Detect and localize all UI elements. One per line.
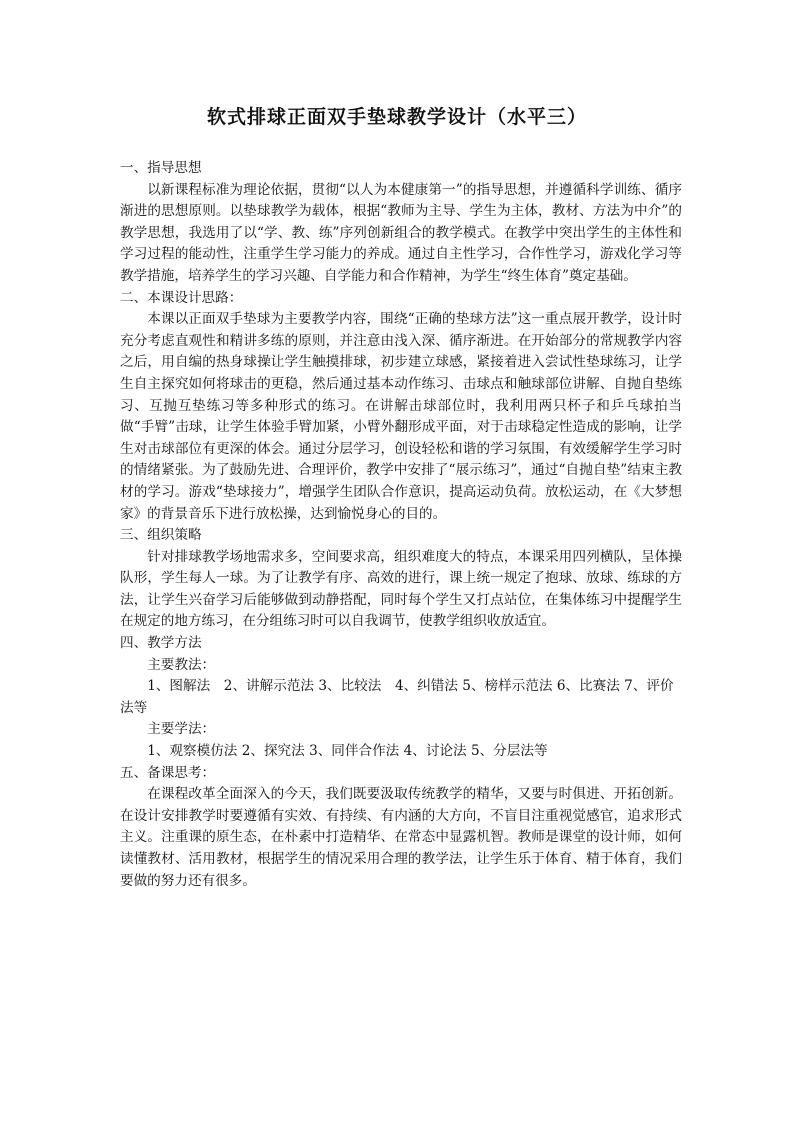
section-heading: 一、指导思想 (120, 160, 202, 176)
section-design-idea (120, 288, 682, 526)
section-heading: 二、本课设计思路： (120, 289, 243, 306)
section-heading: 三、组织策略 (120, 527, 202, 544)
section-guiding-ideology (120, 158, 682, 288)
teaching-methods-list: 1、图解法 2、讲解示范法 3、比较法 4、纠错法 5、榜样示范法 6、比赛法 7、评价法等 (120, 678, 674, 716)
section-teaching-methods (120, 633, 682, 763)
section-paragraph: 在课程改革全面深入的今天，我们既要汲取传统教学的精华，又要与时俱进、开拓创新。在设计安排教学时要遵循有实效、有持续、有内涵的大方向，不盲目注重视觉感官，追求形式主义。注重课的原生态，在朴素中打造精华、在常态中显露机智。教师是课堂的设计师，如何读懂教材、活用教材，根据学生的情况采用合理的教学法，让学生乐于体育、精于体育，我们要做的努力还有很多。 (120, 786, 682, 889)
teaching-methods-label: 主要教法： (147, 656, 216, 673)
section-paragraph: 针对排球教学场地需求多，空间要求高，组织难度大的特点，本课采用四列横队，呈体操队形，学生每人一球。为了让教学有序、高效的进行，课上统一规定了抱球、放球、练球的方法，让学生兴奋学习后能够做到动静搭配，同时每个学生又打点站位，在集体练习中提醒学生在规定的地方练习，在分组练习时可以自我调节，使教学组织收放适宜。 (120, 548, 682, 630)
section-organization-strategy (120, 525, 682, 633)
learning-methods-list: 1、观察模仿法 2、探究法 3、同伴合作法 4、讨论法 5、分层法等 (147, 743, 548, 760)
section-paragraph: 本课以正面双手垫球为主要教学内容，围绕“正确的垫球方法”这一重点展开教学，设计时充分考虑直观性和精讲多练的原则，并注意由浅入深、循序渐进。在开始部分的常规教学内容之后，用自编的热身球操让学生触摸排球，初步建立球感，紧接着进入尝试性垫球练习，让学生自主探究如何将球击的更稳，然后通过基本动作练习、击球点和触球部位讲解、自抛自垫练习、互抛互垫练习等多种形式的练习。在讲解击球部位时，我利用两只杯子和乒乓球拍当做“手臂”击球，让学生体验手臂加紧，小臂外翻形成平面，对于击球稳定性造成的影响，让学生对击球部位有更深的体会。通过分层学习，创设轻松和谐的学习氛围，有效缓解学生学习时的情绪紧张。为了鼓励先进、合理评价，教学中安排了“展示练习”，通过“自抛自垫”结束主教材的学习。游戏“垫球接力”，增强学生团队合作意识，提高运动负荷。放松运动，在《大梦想家》的背景音乐下进行放松操，达到愉悦身心的目的。 (120, 311, 682, 522)
section-heading: 四、教学方法 (120, 635, 202, 652)
learning-methods-label: 主要学法： (147, 721, 216, 738)
section-lesson-reflection (120, 763, 682, 893)
document-title: 软式排球正面双手垫球教学设计（水平三） (206, 106, 587, 128)
section-heading: 五、备课思考： (120, 764, 216, 781)
document-body (120, 158, 682, 892)
section-paragraph: 以新课程标准为理论依据，贯彻“以人为本健康第一”的指导思想，并遵循科学训练、循序渐进的思想原则。以垫球教学为载体，根据“教师为主导、学生为主体，教材、方法为中介”的教学思想，我选用了以“学、教、练”序列创新组合的教学模式。在教学中突出学生的主体性和学习过程的能动性，注重学生学习能力的养成。通过自主性学习，合作性学习，游戏化学习等教学措施，培养学生的学习兴趣、自学能力和合作精神，为学生“终生体育”奠定基础。 (120, 181, 682, 284)
